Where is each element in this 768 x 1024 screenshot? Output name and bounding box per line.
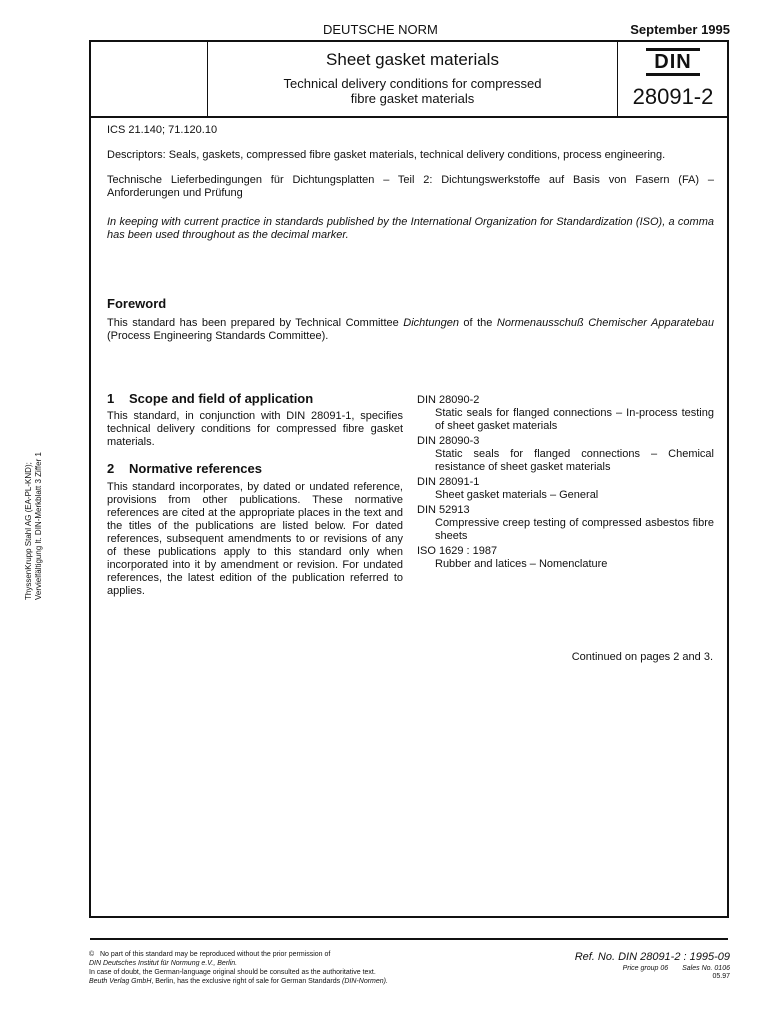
- publisher-name: Beuth Verlag GmbH: [89, 978, 152, 985]
- copyright-notice: [89, 950, 519, 986]
- foreword-text: [107, 317, 714, 343]
- reference-code: ISO 1629 : 1987: [417, 545, 498, 557]
- price-line: [575, 965, 730, 972]
- side-note-line-2: Vervielfältigung lt. DIN-Merkblatt 3 Ziffer 1: [34, 452, 43, 600]
- reference-item: [417, 394, 714, 433]
- din-logo: DIN: [646, 48, 699, 76]
- norm-label: DEUTSCHE NORM: [323, 22, 438, 37]
- iso-note: In keeping with current practice in standards published by the International Organization for Standardization (ISO), a comma has been used throughout as the decimal marker.: [107, 216, 714, 241]
- german-title: Technische Lieferbedingungen für Dichtungsplatten – Teil 2: Dichtungswerkstoffe auf Basis von Fasern (FA) – Anforderungen und Prüfung: [107, 174, 714, 199]
- section-1-heading: [107, 391, 313, 406]
- license-side-note: [24, 400, 44, 600]
- reference-item: [417, 545, 714, 571]
- section-2-number: 2: [107, 461, 115, 476]
- reference-number: Ref. No. DIN 28091-2 : 1995-09: [574, 951, 730, 963]
- reference-code: DIN 28091-1: [417, 476, 480, 488]
- section-1-number: 1: [107, 391, 115, 406]
- copyright-line-1: © No part of this standard may be reproduced without the prior permission of: [89, 951, 331, 958]
- reference-code: DIN 52913: [417, 504, 470, 516]
- section-2-heading: [107, 461, 262, 476]
- reference-description: Compressive creep testing of compressed asbestos fibre sheets: [435, 517, 714, 542]
- reference-description: Static seals for flanged connections – Chemical resistance of sheet gasket materials: [435, 448, 714, 473]
- copyright-line-3: In case of doubt, the German-language original should be consulted as the authoritative text.: [89, 969, 376, 976]
- descriptors: Descriptors: Seals, gaskets, compressed fibre gasket materials, technical delivery conditions, process engineering.: [107, 149, 666, 161]
- side-note-line-1: ThyssenKrupp Stahl AG (EA-PL-KND);: [24, 462, 33, 600]
- footer-divider: [90, 938, 728, 940]
- footer-reference: [575, 951, 730, 980]
- sales-number: Sales No. 0106: [682, 965, 730, 972]
- reference-item: [417, 435, 714, 474]
- section-2-text: This standard incorporates, by dated or undated reference, provisions from other publications. These normative references are cited at the appropriate places in the text and the titles of the publications are listed below. For dated references, subsequent amendments to or revisions of any of these publications apply to this standard only when incorporated into it by amendment or revision. For undated references, the latest edition of the publication referred to applies.: [107, 481, 403, 597]
- foreword-heading: Foreword: [107, 296, 167, 311]
- reference-code: DIN 28090-3: [417, 435, 480, 447]
- copyright-icon: ©: [89, 951, 95, 958]
- section-2-title: Normative references: [129, 461, 262, 476]
- copyright-line-2: DIN Deutsches Institut für Normung e.V., Berlin.: [89, 960, 238, 967]
- reference-code: DIN 28090-2: [417, 394, 480, 406]
- continued-note: Continued on pages 2 and 3.: [571, 651, 713, 663]
- document-title: Sheet gasket materials: [326, 50, 499, 69]
- copyright-line-4: Beuth Verlag GmbH, Berlin, has the exclusive right of sale for German Standards (DIN-Normen).: [89, 978, 388, 985]
- foreword-text-before: This standard has been prepared by Technical Committee: [107, 317, 404, 329]
- standards-body-name: Normenausschuß Chemischer Apparatebau: [496, 317, 714, 329]
- reference-item: [417, 504, 714, 543]
- header-divider-bottom: [90, 116, 728, 118]
- ics-codes: ICS 21.140; 71.120.10: [107, 124, 218, 136]
- publication-date: September 1995: [630, 22, 730, 37]
- foreword-text-after: (Process Engineering Standards Committee).: [107, 330, 329, 342]
- section-1-title: Scope and field of application: [129, 391, 314, 406]
- title-block: [208, 50, 617, 106]
- din-number: 28091-2: [632, 84, 714, 109]
- reference-list: [417, 394, 714, 573]
- committee-name: Dichtungen: [403, 317, 459, 329]
- foreword-text-middle: of the: [458, 317, 497, 329]
- reference-description: Static seals for flanged connections – In-process testing of sheet gasket materials: [435, 407, 714, 432]
- reference-item: [417, 476, 714, 502]
- document-subtitle: Technical delivery conditions for compressed fibre gasket materials: [283, 76, 542, 106]
- section-1-text: This standard, in conjunction with DIN 28091-1, specifies technical delivery conditions for compressed fibre gasket materials.: [107, 410, 403, 448]
- din-box: [618, 48, 728, 110]
- date-code: 05.97: [712, 973, 730, 980]
- price-group: Price group 06: [622, 965, 669, 972]
- reference-description: Sheet gasket materials – General: [435, 489, 599, 501]
- reference-description: Rubber and latices – Nomenclature: [435, 558, 608, 570]
